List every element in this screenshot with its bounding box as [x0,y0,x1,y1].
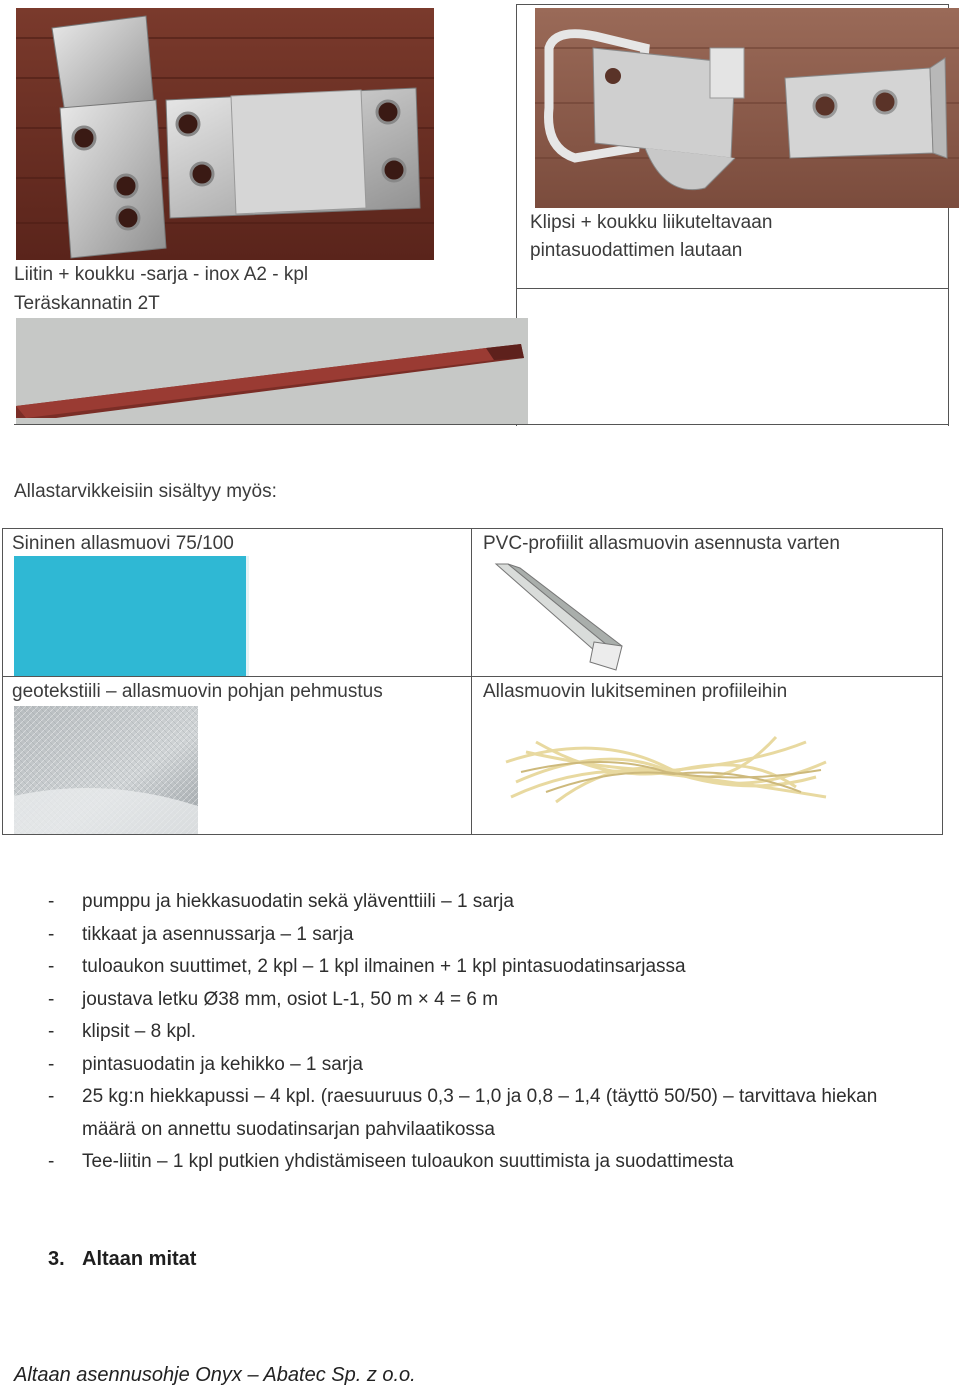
list-item: - pintasuodatin ja kehikko – 1 sarja [48,1053,363,1075]
table-border [516,4,949,5]
geotextile-caption: geotekstiili – allasmuovin pohjan pehmustus [12,681,383,702]
page-footer: Altaan asennusohje Onyx – Abatec Sp. z o.o. [14,1364,416,1386]
blue-liner-swatch [14,556,249,676]
connector-hook-photo [16,8,434,260]
accessories-list [48,886,928,1179]
section-title: Altaan mitat [82,1248,197,1270]
table-border [2,834,943,835]
pvc-profile-photo [494,562,624,672]
list-item: - 25 kg:n hiekkapussi – 4 kpl. (raesuuruus 0,3 – 1,0 ja 0,8 – 1,4 (täyttö 50/50) – tarvittava hiekan määrä on annettu suodatinsarjan pahvilaatikossa [48,1086,878,1140]
latch-clip-photo [535,8,959,208]
section-number: 3. [48,1248,65,1270]
liner-caption: Sininen allasmuovi 75/100 [12,533,234,554]
list-item: - klipsit – 8 kpl. [48,1021,197,1042]
top-table [0,0,960,430]
table-border [471,528,472,835]
section-heading [48,1248,196,1271]
connector-caption: Liitin + koukku -sarja - inox A2 - kpl [14,264,309,285]
lock-caption: Allasmuovin lukitseminen profiileihin [483,681,788,702]
geotextile-photo [14,706,198,834]
cord-photo [496,722,836,812]
steel-support-caption: Teräskannatin 2T [14,293,160,314]
steel-support-photo [16,318,528,424]
table-border [516,288,949,289]
list-item: - pumppu ja hiekkasuodatin sekä yläventtiili – 1 sarja [48,891,514,912]
list-item: - tuloaukon suuttimet, 2 kpl – 1 kpl ilmainen + 1 kpl pintasuodatinsarjassa [48,956,686,977]
table-border [14,424,949,425]
table-border [942,528,943,835]
table-border [2,676,943,677]
accessories-intro: Allastarvikkeisiin sisältyy myös: [14,481,277,502]
table-border [2,528,943,529]
list-item: - tikkaat ja asennussarja – 1 sarja [48,923,354,945]
list-item: - Tee-liitin – 1 kpl putkien yhdistämiseen tuloaukon suuttimista ja suodattimesta [48,1151,734,1172]
accessories-table [0,526,960,838]
table-border [2,528,3,835]
list-item: - joustava letku Ø38 mm, osiot L-1, 50 m × 4 = 6 m [48,988,499,1010]
clip-caption-line2: pintasuodattimen lautaan [530,240,743,261]
clip-caption-line1: Klipsi + koukku liikuteltavaan [530,212,773,233]
pvc-caption: PVC-profiilit allasmuovin asennusta varten [483,533,840,554]
